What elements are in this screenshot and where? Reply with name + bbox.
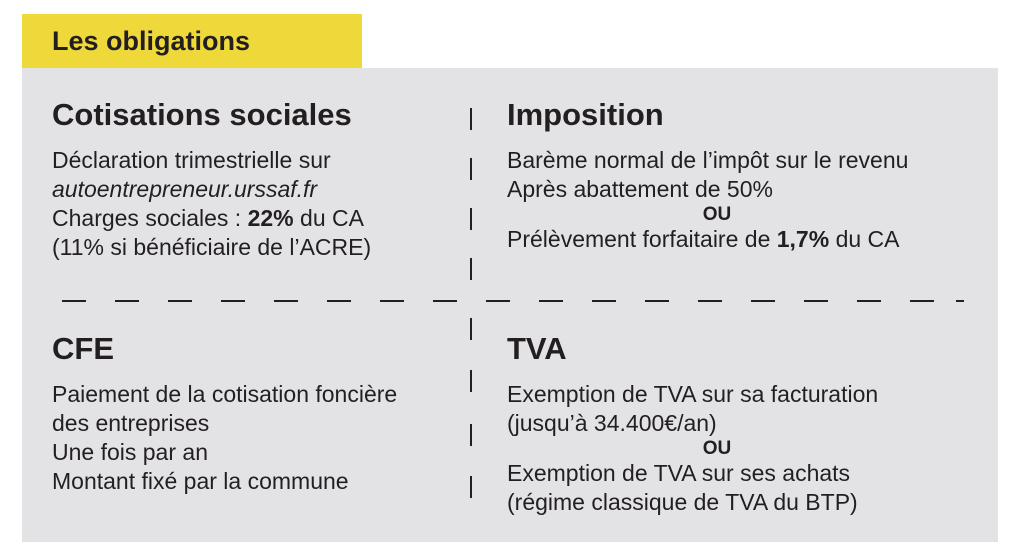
cotisations-heading: Cotisations sociales [52, 97, 352, 132]
imposition-heading: Imposition [507, 97, 664, 132]
tva-block [507, 326, 987, 517]
vertical-divider-dash [470, 158, 472, 180]
tva-line-1: Exemption de TVA sur sa facturation [507, 381, 879, 407]
horizontal-divider-dash [327, 300, 351, 302]
charges-prefix: Charges sociales : [52, 205, 248, 231]
charges-rate: 22% [247, 205, 294, 231]
horizontal-divider-dash [592, 300, 616, 302]
cfe-heading: CFE [52, 331, 114, 366]
horizontal-divider-dash [380, 300, 404, 302]
horizontal-divider-dash [698, 300, 722, 302]
cfe-line-2: des entreprises [52, 410, 210, 436]
imposition-ou-separator: OU [702, 204, 732, 225]
urssaf-site-text: autoentrepreneur.urssaf.fr [52, 176, 318, 202]
tva-ou-separator: OU [702, 438, 732, 459]
vertical-divider-dash [470, 370, 472, 392]
acre-text: (11% si bénéficiaire de l’ACRE) [52, 234, 372, 260]
cotisations-sociales-block [52, 92, 452, 262]
imposition-block [507, 92, 987, 254]
horizontal-divider-dash [486, 300, 510, 302]
horizontal-divider-dash [274, 300, 298, 302]
vertical-divider-dash [470, 108, 472, 130]
cotisations-declaration-text: Déclaration trimestrielle sur [52, 147, 331, 173]
vertical-divider-dash [470, 318, 472, 340]
prelevement-prefix: Prélèvement forfaitaire de [507, 226, 777, 252]
prelevement-suffix: du CA [829, 226, 900, 252]
horizontal-divider-dash [62, 300, 86, 302]
prelevement-line [507, 225, 987, 254]
horizontal-divider-dash [956, 300, 964, 302]
abattement-text: Après abattement de 50% [507, 176, 773, 202]
cfe-line-1: Paiement de la cotisation foncière [52, 381, 398, 407]
cfe-line-4: Montant fixé par la commune [52, 468, 349, 494]
tva-line-4: (régime classique de TVA du BTP) [507, 489, 858, 515]
vertical-divider-dash [470, 258, 472, 280]
charges-suffix: du CA [293, 205, 364, 231]
section-title: Les obligations [52, 26, 251, 56]
tva-line-2: (jusqu’à 34.400€/an) [507, 410, 717, 436]
horizontal-divider-dash [539, 300, 563, 302]
horizontal-divider-dash [221, 300, 245, 302]
cfe-block [52, 326, 452, 496]
horizontal-divider-dash [115, 300, 139, 302]
horizontal-divider-dash [804, 300, 828, 302]
vertical-divider-dash [470, 476, 472, 498]
charges-sociales-line [52, 204, 452, 233]
prelevement-rate: 1,7% [776, 226, 830, 252]
horizontal-divider-dash [433, 300, 457, 302]
tva-heading: TVA [507, 331, 567, 366]
vertical-divider-dash [470, 424, 472, 446]
obligations-panel [22, 68, 998, 542]
horizontal-divider-dash [645, 300, 669, 302]
horizontal-divider-dash [751, 300, 775, 302]
horizontal-divider-dash [857, 300, 881, 302]
vertical-divider-dash [470, 208, 472, 230]
horizontal-divider-dash [910, 300, 934, 302]
tva-line-3: Exemption de TVA sur ses achats [507, 460, 851, 486]
horizontal-divider-dash [168, 300, 192, 302]
cfe-line-3: Une fois par an [52, 439, 208, 465]
section-title-tab [22, 14, 362, 68]
bareme-text: Barème normal de l’impôt sur le revenu [507, 147, 909, 173]
